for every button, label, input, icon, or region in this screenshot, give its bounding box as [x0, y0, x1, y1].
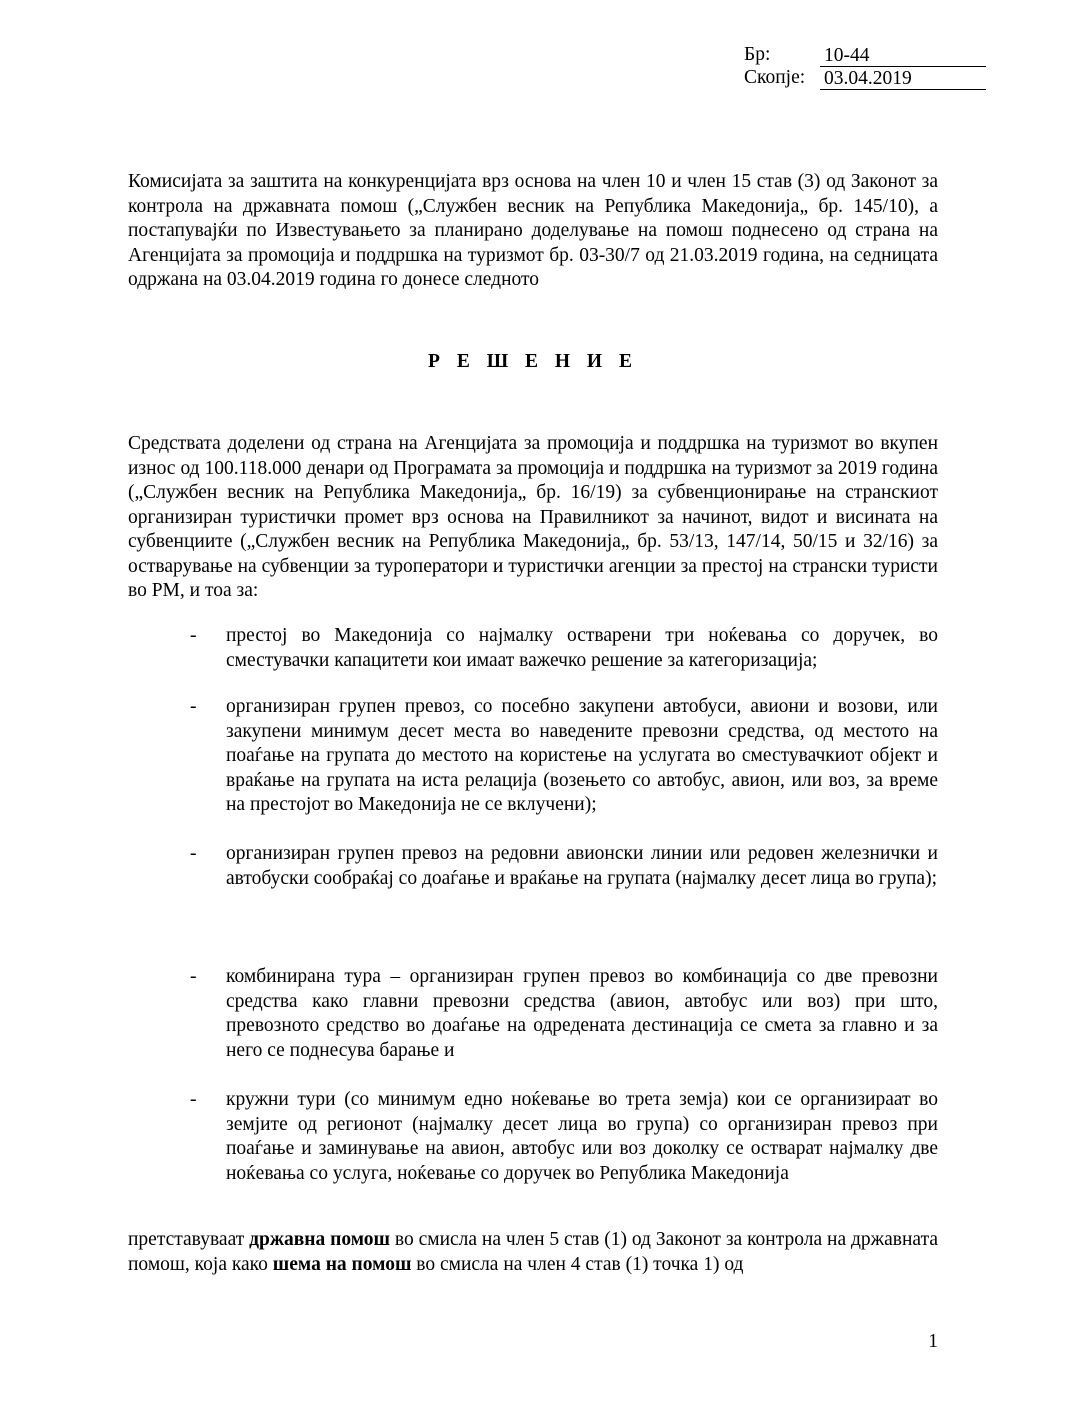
number-value: 10-44	[820, 45, 986, 67]
closing-text-2: во смисла на член 5 став (1) од Законот за контрола на државната помош, која како	[128, 1229, 938, 1275]
page-number: 1	[928, 1331, 938, 1352]
list-item-text: кружни тури (со минимум едно ноќевање во трета земја) кои се организираат во земјите од регионот (најмалку десет лица во група) со организиран превоз при поаѓање и заминување на авион, автобус или воз доколку се остварат најмалку две ноќевања со услуга, ноќевање со доручек во Република Македонија	[226, 1089, 938, 1184]
bullet-dash: -	[190, 696, 197, 717]
list-item	[190, 842, 938, 891]
decision-title: Р Е Ш Е Н И Е	[428, 351, 638, 372]
number-row	[744, 44, 986, 67]
bullet-dash: -	[190, 625, 197, 646]
list-item	[190, 695, 938, 818]
body-paragraph: Средствата доделени од страна на Агенцијата за промоција и поддршка на туризмот во вкупен износ од 100.118.000 денари од Програмата за промоција и поддршка на туризмот за 2019 година („Службен весник на Република Македонија„ бр. 16/19) за субвенционирање на странскиот организиран туристички промет врз основа на Правилникот за начинот, видот и висината на субвенциите („Службен весник на Република Македонија„ бр. 53/13, 147/14, 50/15 и 32/16) за остварување на субвенции за туроператори и туристички агенции за престој на странски туристи во РМ, и тоа за:	[128, 433, 938, 601]
intro-paragraph: Комисијата за заштита на конкуренцијата врз основа на член 10 и член 15 став (3) од Законот за контрола на државната помош („Службен весник на Република Македонија„ бр. 145/10), а постапувајќи по Известувањето за планирано доделување на помош поднесено од страна на Агенцијата за промоција и поддршка на туризмот бр. 03-30/7 од 21.03.2019 година, на седницата одржана на 03.04.2019 година го донесе следното	[128, 171, 938, 290]
list-item	[190, 624, 938, 673]
bullet-dash: -	[190, 843, 197, 864]
list-item-text: организиран групен превоз на редовни авионски линии или редовен железнички и автобуски сообраќај со доаѓање и враќање на групата (најмалку десет лица во група);	[226, 843, 938, 889]
list-item-text: комбинирана тура – организиран групен превоз во комбинација со две превозни средства како главни превозни средства (авион, автобус или воз) при што, превозното средство во доаѓање на одредената дестинација се смета за главно и за него се поднесува барање и	[226, 966, 938, 1061]
date-row	[744, 67, 986, 90]
place-label: Скопје:	[744, 66, 806, 88]
closing-bold-state-aid: државна помош	[249, 1229, 390, 1250]
closing-bold-aid-scheme: шема на помош	[272, 1253, 412, 1275]
list-item-text: организиран групен превоз, со посебно закупени автобуси, авиони и возови, или закупени минимум десет места во наведените превозни средства, од местото на поаѓање на групата до местото на користење на услугата во сместувачкиот објект и враќање на групата на иста релација (возењето со автобус, авион, или воз, за време на престојот во Македонија не се вклучени);	[226, 696, 938, 815]
bullet-dash: -	[190, 966, 197, 987]
document-meta	[744, 44, 986, 90]
list-item	[190, 965, 938, 1063]
closing-paragraph	[128, 1228, 938, 1277]
list-item-text: престој во Македонија со најмалку остварени три ноќевања со доручек, во сместувачки капацитети кои имаат важечко решение за категоризација;	[226, 625, 938, 671]
bullet-dash: -	[190, 1089, 197, 1110]
closing-text-3: во смисла на член 4 став (1) точка 1) од	[411, 1253, 744, 1275]
number-label: Бр:	[744, 43, 771, 65]
date-value: 03.04.2019	[820, 68, 986, 90]
list-item	[190, 1088, 938, 1186]
closing-text-1: претставуваат	[128, 1229, 250, 1250]
